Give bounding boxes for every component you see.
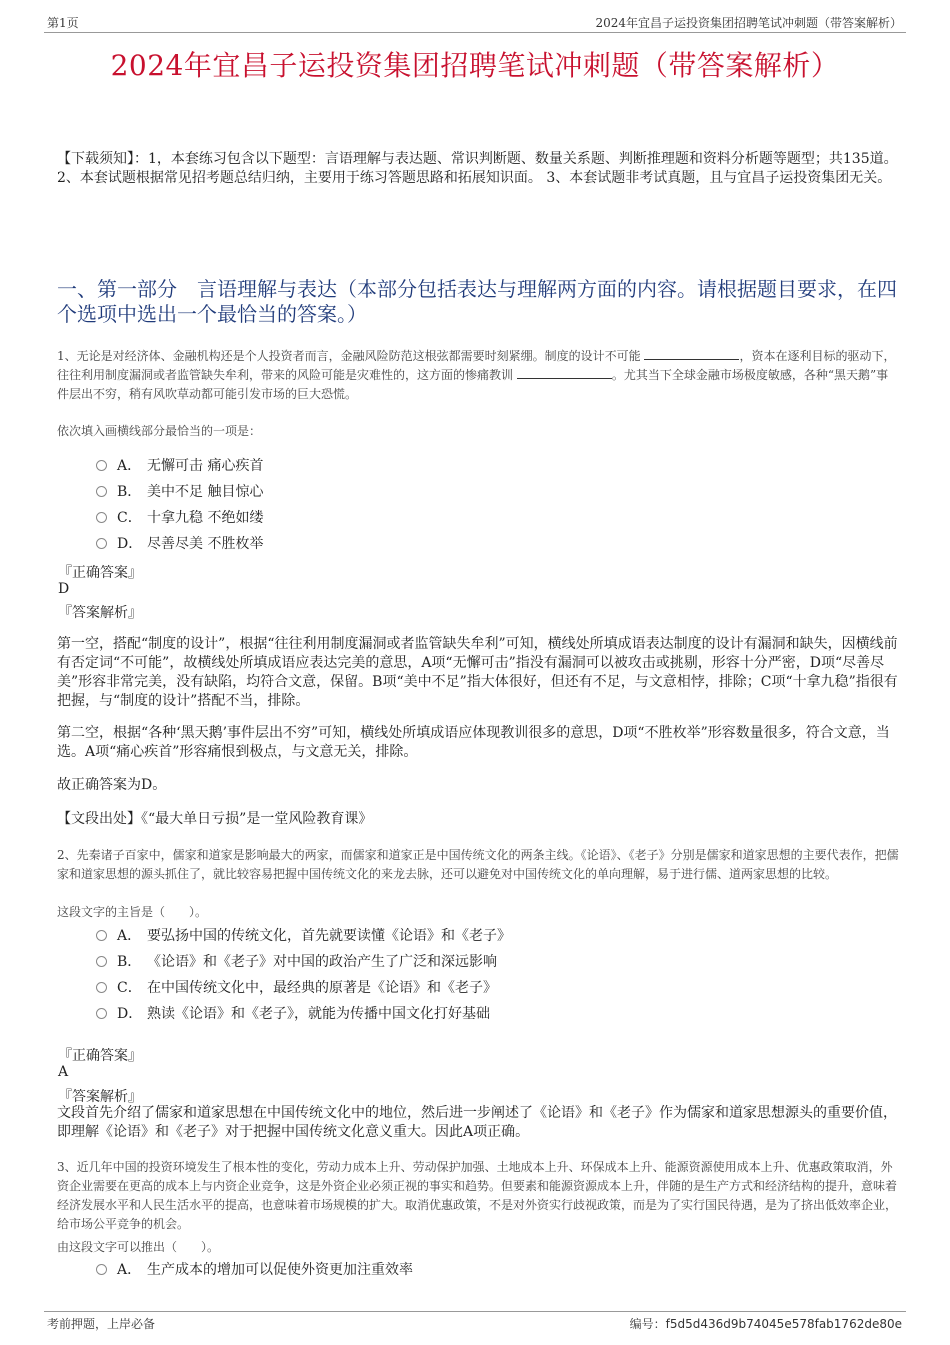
question-3-text: 3、近几年中国的投资环境发生了根本性的变化，劳动力成本上升、劳动保护加强、土地成本上升、环保成本上升、能源资源使用成本上升、优惠政策取消，外资企业需要在更高的成本上与内资企业竞争，这是外资企业必须正视的事实和趋势。但要素和能源资源成本上升，伴随的是生产方式和经济结构的提升，意味着经济发展水平和人民生活水平的提高，也意味着市场规模的扩大。取消优惠政策，不是对外资实行歧视政策，而是为了实行国民待遇，是为了挤出低效率企业，给市场公平竞争的机会。 (57, 1160, 898, 1231)
radio-icon[interactable] (96, 538, 107, 549)
download-notice: 【下载须知】：1，本套练习包含以下题型：言语理解与表达题、常识判断题、数量关系题、判断推理题和资料分析题等题型；共135道。 2、本套试题根据常见招考题总结归纳，主要用于练习答题思路和拓展知识面。 3、本套试题非考试真题，且与宜昌子运投资集团无关。 (57, 151, 898, 186)
question-3-prompt: 由这段文字可以推出（ ）。 (57, 1240, 220, 1254)
q2-analysis: 文段首先介绍了儒家和道家思想在中国传统文化中的地位，然后进一步阐述了《论语》和《老子》作为儒家和道家思想源头的重要价值，即理解《论语》和《老子》对于把握中国传统文化意义重大。因此A项正确。 (57, 1105, 897, 1140)
fill-blank-1 (644, 347, 739, 360)
q2-analysis-label: 『答案解析』 (58, 1089, 142, 1105)
page-title: 2024年宜昌子运投资集团招聘笔试冲刺题（带答案解析） (110, 49, 840, 82)
option-letter: A． (117, 1262, 142, 1278)
q1-option-b[interactable] (96, 482, 263, 502)
q1-text-part-a: 1、无论是对经济体、金融机构还是个人投资者而言，金融风险防范这根弦都需要时刻紧绷。制度的设计不可能 (57, 349, 641, 363)
option-letter: A． (117, 458, 142, 474)
q1-answer-label: 『正确答案』 (58, 565, 142, 581)
option-letter: B． (117, 484, 142, 500)
q2-option-d[interactable] (96, 1004, 490, 1024)
question-2-text: 2、先秦诸子百家中，儒家和道家是影响最大的两家，而儒家和道家正是中国传统文化的两条主线。《论语》、《老子》分别是儒家和道家思想的主要代表作，把儒家和道家思想的源头抓住了，就比较容易把握中国传统文化的来龙去脉，还可以避免对中国传统文化的单向理解，易于进行儒、道两家思想的比较。 (57, 848, 899, 881)
footer-divider (44, 1311, 906, 1312)
q1-text-part-c: 。尤其当下全球金融市场极度敏感，各种“黑天鹅”事件层出不穷，稍有风吹草动都可能引发市场的巨大恐慌。 (57, 368, 889, 401)
footer-code-value: f5d5d436d9b74045e578fab1762de80e (665, 1317, 902, 1331)
page-number: 第1页 (47, 16, 79, 30)
q1-analysis-para-3: 故正确答案为D。 (57, 777, 167, 793)
fill-blank-2 (517, 366, 612, 379)
q2-answer: A (58, 1064, 69, 1080)
option-letter: C． (117, 980, 142, 996)
option-text: 尽善尽美 不胜枚举 (147, 536, 264, 552)
q1-analysis-para-1: 第一空，搭配“制度的设计”，根据“往往利用制度漏洞或者监管缺失牟利”可知，横线处所填成语表达制度的设计有漏洞和缺失，因横线前有否定词“不可能”，故横线处所填成语应表达完美的意思，A项“无懈可击”指没有漏洞可以被攻击或挑剔，形容十分严密，D项“尽善尽美”形容非常完美，没有缺陷，均符合文意，保留。B项“美中不足”指大体很好，但还有不足，与文意相悖，排除；C项“十拿九稳”指很有把握，与“制度的设计”搭配不当，排除。 (57, 636, 898, 709)
q1-answer: D (58, 581, 70, 597)
radio-icon[interactable] (96, 1008, 107, 1019)
header-doc-title: 2024年宜昌子运投资集团招聘笔试冲刺题（带答案解析） (595, 16, 902, 30)
footer-slogan: 考前押题，上岸必备 (47, 1317, 156, 1331)
question-1-prompt: 依次填入画横线部分最恰当的一项是： (57, 424, 262, 438)
option-letter: A． (117, 928, 142, 944)
question-2-prompt: 这段文字的主旨是（ ）。 (57, 905, 208, 919)
q2-option-a[interactable] (96, 926, 511, 946)
radio-icon[interactable] (96, 486, 107, 497)
option-text: 生产成本的增加可以促使外资更加注重效率 (147, 1262, 413, 1278)
option-letter: D． (117, 536, 143, 552)
footer-code-label: 编号： (629, 1317, 666, 1331)
option-letter: D． (117, 1006, 143, 1022)
q2-answer-label: 『正确答案』 (58, 1048, 142, 1064)
footer-code (630, 1315, 902, 1332)
option-text: 十拿九稳 不绝如缕 (147, 510, 264, 526)
q1-text-part-b: ，资本在逐利目标的驱动下，往往利用制度漏洞或者监管缺失牟利，带来的风险可能是灾难性的，这方面的惨痛教训 (57, 349, 896, 382)
q1-analysis-para-2: 第二空，根据“各种‘黑天鹅’事件层出不穷”可知，横线处所填成语应体现教训很多的意思，D项“不胜枚举”形容数量很多，符合文意，当选。A项“痛心疾首”形容痛恨到极点，与文意无关，排除。 (57, 725, 890, 760)
radio-icon[interactable] (96, 982, 107, 993)
section-heading: 一、第一部分 言语理解与表达（本部分包括表达与理解两方面的内容。请根据题目要求，在四个选项中选出一个最恰当的答案。） (57, 277, 897, 326)
q2-option-b[interactable] (96, 952, 497, 972)
radio-icon[interactable] (96, 956, 107, 967)
option-letter: B． (117, 954, 142, 970)
q2-option-c[interactable] (96, 978, 497, 998)
radio-icon[interactable] (96, 512, 107, 523)
option-text: 熟读《论语》和《老子》，就能为传播中国文化打好基础 (147, 1006, 490, 1022)
question-1-text (57, 347, 899, 404)
q3-option-a[interactable] (96, 1260, 413, 1280)
q1-option-a[interactable] (96, 456, 263, 476)
option-text: 《论语》和《老子》对中国的政治产生了广泛和深远影响 (147, 954, 497, 970)
option-text: 在中国传统文化中，最经典的原著是《论语》和《老子》 (147, 980, 497, 996)
q1-option-d[interactable] (96, 534, 263, 554)
q1-option-c[interactable] (96, 508, 263, 528)
q1-analysis-label: 『答案解析』 (58, 605, 142, 621)
radio-icon[interactable] (96, 460, 107, 471)
option-text: 无懈可击 痛心疾首 (147, 458, 264, 474)
option-letter: C． (117, 510, 142, 526)
q1-source: 【文段出处】《“最大单日亏损”是一堂风险教育课》 (57, 811, 373, 827)
radio-icon[interactable] (96, 930, 107, 941)
option-text: 要弘扬中国的传统文化，首先就要读懂《论语》和《老子》 (147, 928, 511, 944)
radio-icon[interactable] (96, 1264, 107, 1275)
option-text: 美中不足 触目惊心 (147, 484, 264, 500)
header-divider (44, 32, 906, 33)
